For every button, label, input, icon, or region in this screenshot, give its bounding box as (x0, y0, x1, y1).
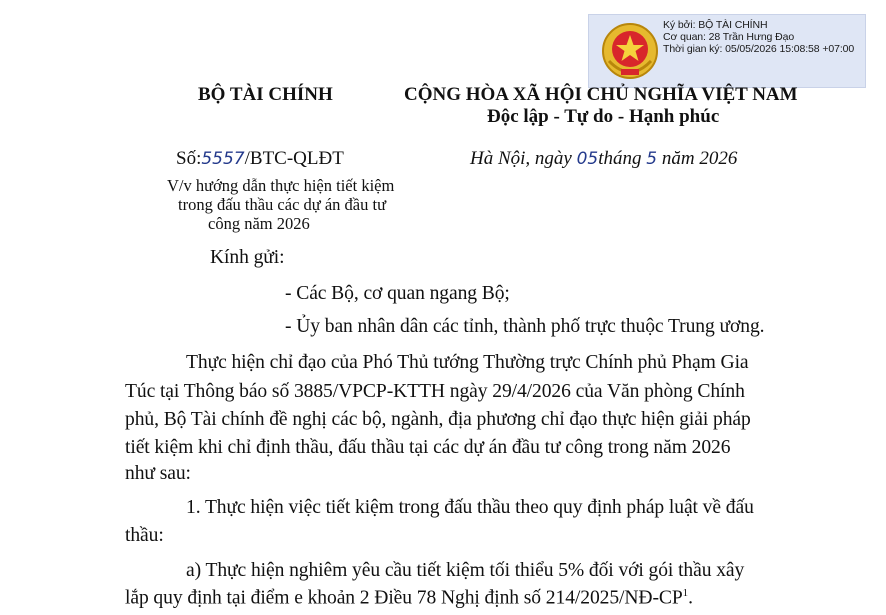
signature-agency: Cơ quan: 28 Trần Hưng Đạo (663, 31, 795, 43)
ministry-name: BỘ TÀI CHÍNH (198, 84, 333, 105)
paragraph-line: Thực hiện chỉ đạo của Phó Thủ tướng Thường trực Chính phủ Phạm Gia (186, 352, 749, 373)
signature-signer: Ký bởi: BỘ TÀI CHÍNH (663, 19, 768, 31)
date-day-handwritten: 05 (576, 149, 599, 169)
paragraph-line: phủ, Bộ Tài chính đề nghị các bộ, ngành, địa phương chỉ đạo thực hiện giải pháp (125, 409, 751, 430)
date-year: năm 2026 (657, 148, 738, 169)
recipient-item: - Các Bộ, cơ quan ngang Bộ; (285, 283, 510, 304)
greeting: Kính gửi: (210, 247, 285, 268)
doc-number-handwritten: 5557 (201, 149, 245, 169)
doc-number-prefix: Số: (176, 148, 202, 169)
footnote-mark[interactable]: 1 (682, 587, 689, 599)
item-line: 1. Thực hiện việc tiết kiệm trong đấu thầu theo quy định pháp luật về đấu (186, 497, 754, 518)
doc-number-suffix: /BTC-QLĐT (244, 148, 344, 169)
date-month-handwritten: 5 (646, 149, 658, 169)
date-place: Hà Nội, ngày (470, 148, 577, 169)
subitem-text: lắp quy định tại điểm e khoản 2 Điều 78 Nghị định số 214/2025/NĐ-CP (125, 587, 683, 609)
document-number (176, 148, 344, 170)
national-emblem-icon (599, 21, 661, 83)
recipient-item: - Ủy ban nhân dân các tỉnh, thành phố trực thuộc Trung ương. (285, 316, 765, 337)
paragraph-line: Túc tại Thông báo số 3885/VPCP-KTTH ngày 29/4/2026 của Văn phòng Chính (125, 381, 745, 402)
subitem-line: a) Thực hiện nghiêm yêu cầu tiết kiệm tối thiểu 5% đối với gói thầu xây (186, 560, 745, 581)
date-month-word: tháng (598, 148, 647, 169)
subject-line-1: V/v hướng dẫn thực hiện tiết kiệm (167, 176, 395, 195)
digital-signature-box (588, 14, 866, 88)
republic-name: CỘNG HÒA XÃ HỘI CHỦ NGHĨA VIỆT NAM (404, 84, 798, 105)
subject-line-2: trong đấu thầu các dự án đầu tư (178, 195, 387, 214)
signature-time: Thời gian ký: 05/05/2026 15:08:58 +07:00 (663, 43, 855, 55)
date-line (470, 148, 737, 170)
item-line: thầu: (125, 525, 164, 546)
subitem-line: lắp quy định tại điểm e khoản 2 Điều 78 Nghị định số $214/2025/NĐ-CP^1$. (125, 587, 693, 609)
paragraph-line: tiết kiệm khi chỉ định thầu, đấu thầu tại các dự án đầu tư công trong năm 2026 (125, 437, 731, 458)
subject-line-3: công năm 2026 (208, 214, 310, 233)
paragraph-line: như sau: (125, 463, 191, 484)
national-motto: Độc lập - Tự do - Hạnh phúc (487, 106, 720, 127)
